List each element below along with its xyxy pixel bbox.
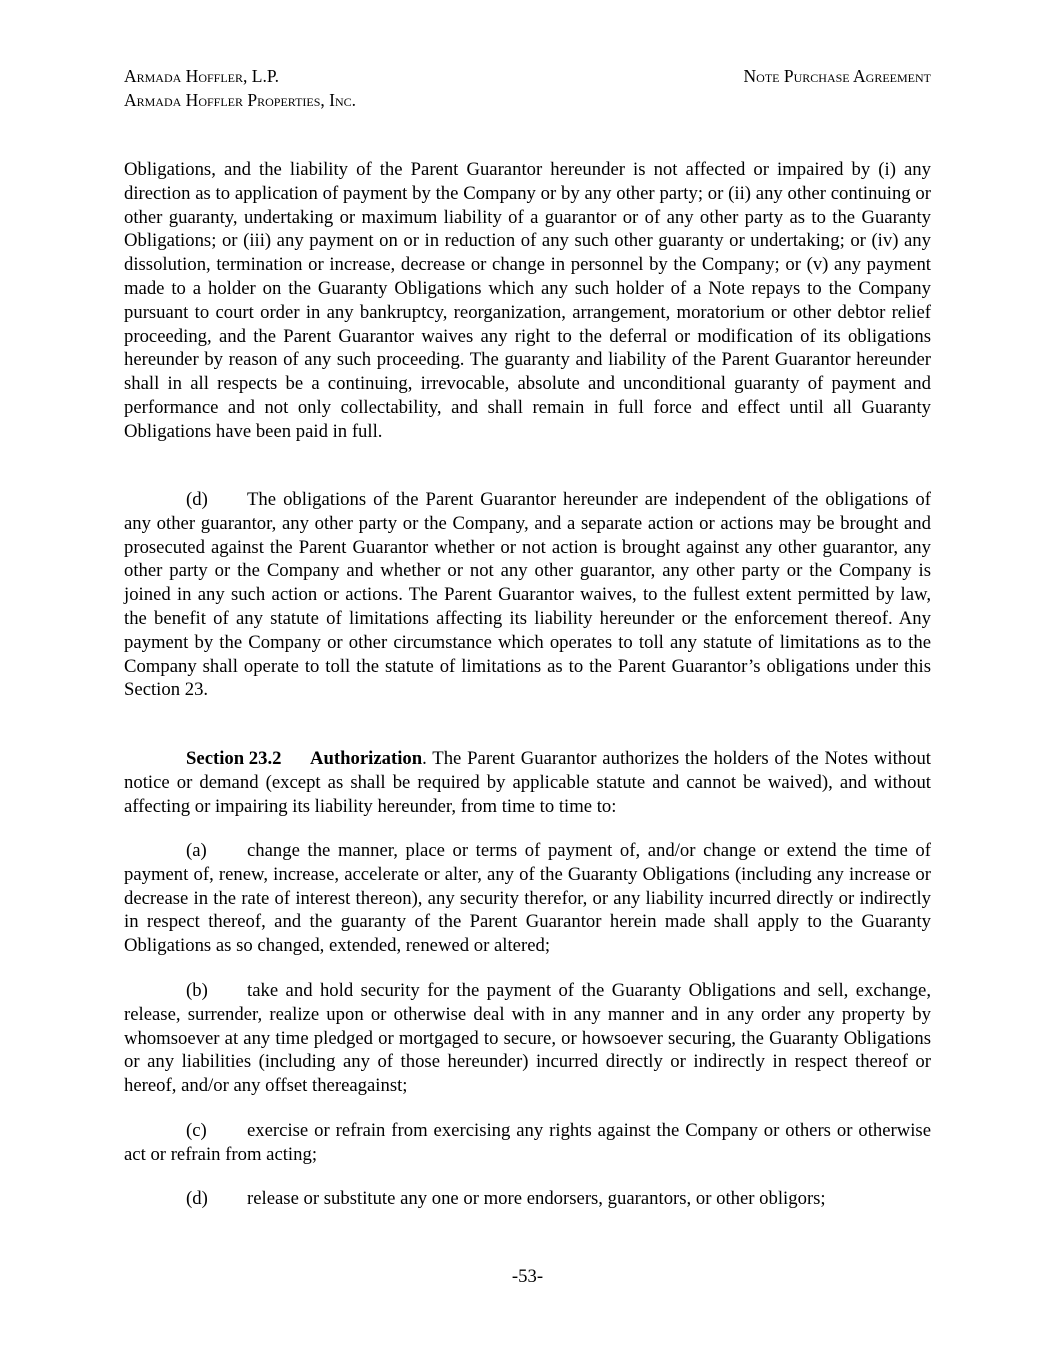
section-number: Section 23.2 bbox=[186, 748, 282, 769]
list-item-label: (d) bbox=[186, 1188, 208, 1209]
list-item-text: release or substitute any one or more endorsers, guarantors, or other obligors; bbox=[247, 1188, 826, 1209]
list-item-label: (c) bbox=[186, 1120, 207, 1141]
list-item-a bbox=[124, 839, 931, 958]
list-item-text: exercise or refrain from exercising any rights against the Company or others or otherwise act or refrain from acting; bbox=[124, 1120, 931, 1165]
header-company-2: Armada Hoffler Properties, Inc. bbox=[124, 90, 357, 110]
section-23-2 bbox=[124, 747, 931, 818]
list-item-text: take and hold security for the payment of the Guaranty Obligations and sell, exchange, release, surrender, realize upon or otherwise deal with in any manner and in any order any property by whomsoever at any time pledged or mortgaged to secure, or howsoever securing, the Guaranty Obligations or any liabilities (including any of those hereunder) incurred directly or indirectly in respect thereof or hereof, and/or any offset thereagainst; bbox=[124, 980, 931, 1097]
section-title: Authorization bbox=[310, 748, 423, 769]
paragraph-d-text: The obligations of the Parent Guarantor hereunder are independent of the obligations of any other guarantor, any other party or the Company, and a separate action or actions may be brought and prosecuted against the Parent Guarantor whether or not action is brought against any other guarantor, any other party or the Company and whether or not any other guarantor, any other party or the Company is joined in any such action or actions. The Parent Guarantor waives, to the fullest extent permitted by law, the benefit of any statute of limitations affecting its liability hereunder or the enforcement thereof. Any payment by the Company or other circumstance which operates to toll any statute of limitations as to the Company shall operate to toll the statute of limitations as to the Parent Guarantor’s obligations under this Section 23. bbox=[124, 489, 931, 701]
section-text: . The Parent Guarantor authorizes the holders of the Notes without notice or demand (except as shall be required by applicable statute and cannot be waived), and without affecting or impairing its liability hereunder, from time to time to: bbox=[124, 748, 931, 817]
header-left bbox=[124, 64, 356, 112]
list-item-text: change the manner, place or terms of payment of, and/or change or extend the time of payment of, renew, increase, accelerate or alter, any of the Guaranty Obligations (including any increase or decrease in the rate of interest thereon), any security therefor, or any liability incurred directly or indirectly in respect thereof, and the guaranty of the Parent Guarantor herein made shall apply to the Guaranty Obligations as so changed, extended, renewed or altered; bbox=[124, 840, 931, 957]
list-item-d bbox=[124, 1187, 931, 1211]
list-item-c bbox=[124, 1119, 931, 1167]
paragraph-d-label: (d) bbox=[186, 489, 208, 510]
continued-paragraph: Obligations, and the liability of the Parent Guarantor hereunder is not affected or impaired by (i) any direction as to application of payment by the Company or by any other party; or (ii) any other continuing or other guaranty, undertaking or maximum liability of a guarantor or of any other party as to the Guaranty Obligations; or (iii) any payment on or in reduction of any such other guaranty or undertaking; or (iv) any dissolution, termination or increase, decrease or change in personnel by the Company; or (v) any payment made to a holder on the Guaranty Obligations which any such holder of a Note repays to the Company pursuant to court order in any bankruptcy, reorganization, arrangement, moratorium or other debtor relief proceeding, and the Parent Guarantor waives any right to the deferral or modification of its obligations hereunder by reason of any such proceeding. The guaranty and liability of the Parent Guarantor hereunder shall in all respects be a continuing, irrevocable, absolute and unconditional guaranty of payment and performance and not only collectability, and shall remain in full force and effect until all Guaranty Obligations have been paid in full. bbox=[124, 159, 931, 442]
header-title: Note Purchase Agreement bbox=[743, 66, 931, 86]
list-item-b bbox=[124, 979, 931, 1098]
list-item-label: (b) bbox=[186, 980, 208, 1001]
header-company-1: Armada Hoffler, L.P. bbox=[124, 66, 279, 86]
paragraph-d bbox=[124, 488, 931, 702]
list-item-label: (a) bbox=[186, 840, 207, 861]
page-number: -53- bbox=[511, 1266, 544, 1287]
